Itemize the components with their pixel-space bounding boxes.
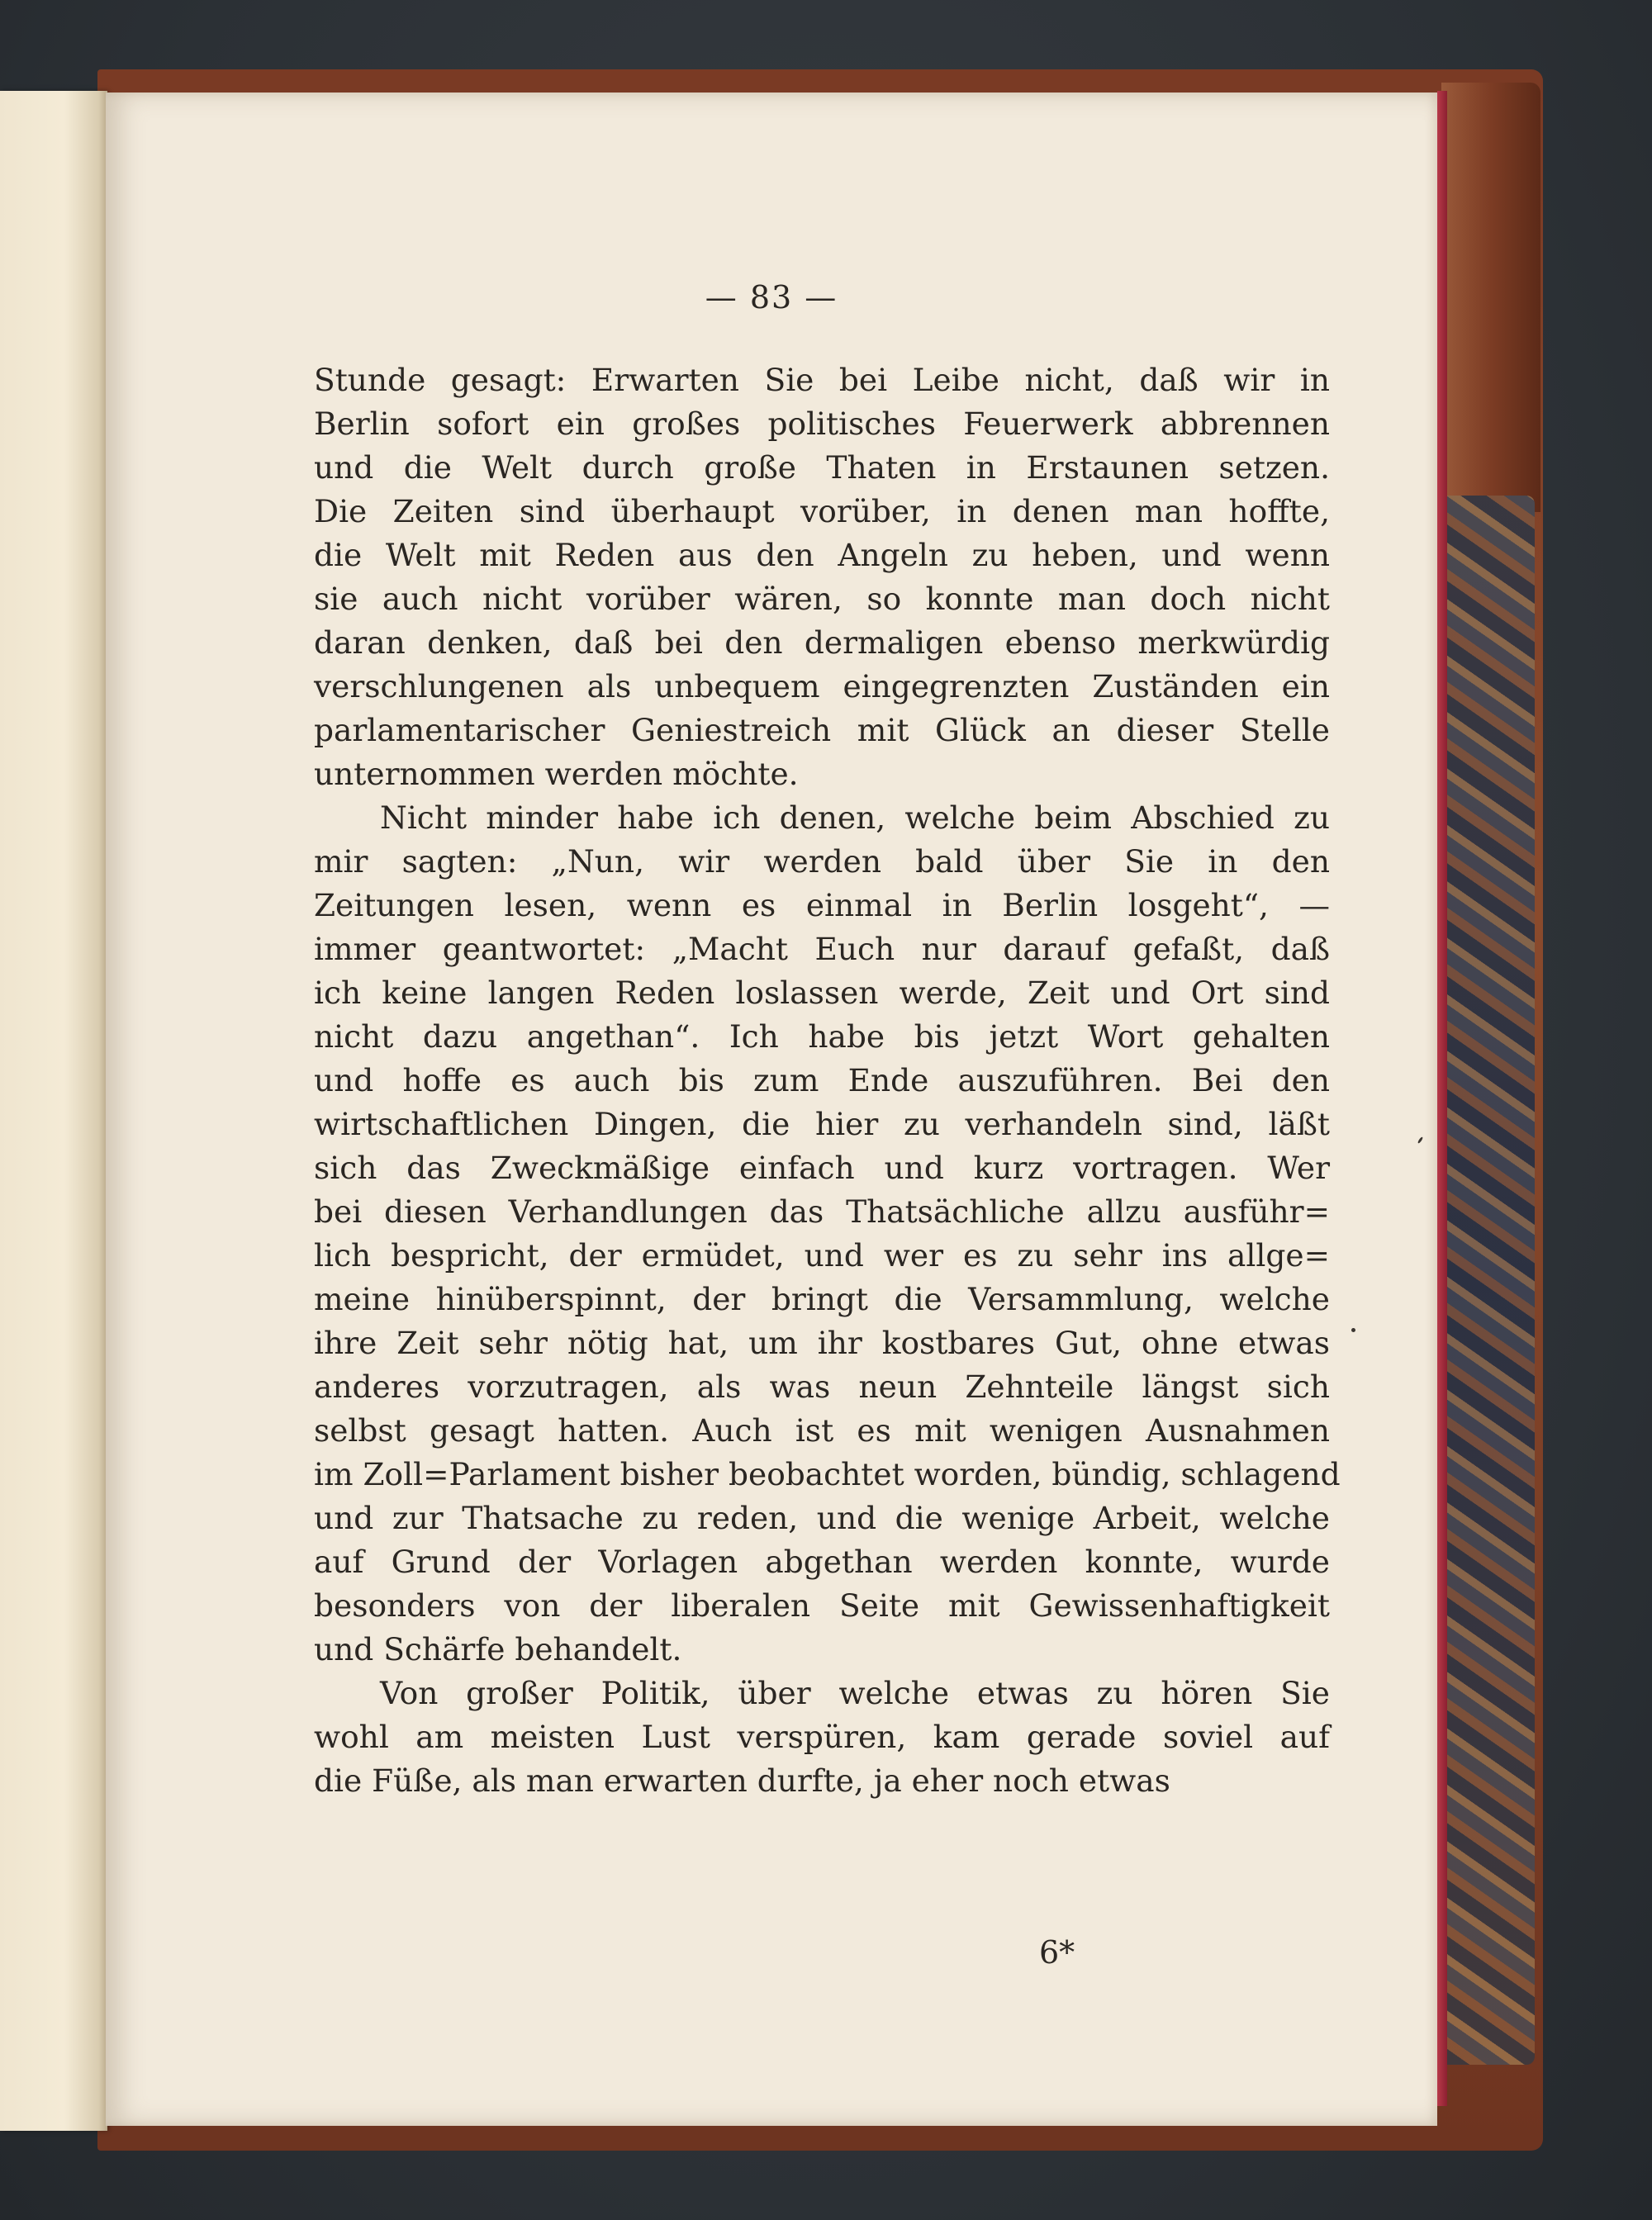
text-line: die Füße, als man erwarten durfte, ja eher noch etwas [314,1762,1170,1799]
text-line: meine hinüberspinnt, der bringt die Versammlung, welche [314,1281,1330,1317]
page-number: — 83 — [705,279,838,315]
paragraph [314,358,1330,796]
paragraph [314,796,1341,1672]
text-line: verschlungenen als unbequem eingegrenzten Zuständen ein [314,668,1330,704]
text-line: ihre Zeit sehr nötig hat, um ihr kostbares Gut, ohne etwas [314,1325,1330,1361]
text-line: besonders von der liberalen Seite mit Gewissenhaftigkeit [314,1587,1330,1624]
text-line: Von großer Politik, über welche etwas zu hören Sie [380,1675,1330,1711]
text-line: auf Grund der Vorlagen abgethan werden konnte, wurde [314,1544,1330,1580]
text-line: anderes vorzutragen, als was neun Zehnteile längst sich [314,1369,1330,1405]
book-page [106,92,1437,2126]
text-line: Zeitungen lesen, wenn es einmal in Berlin losgeht“, — [314,887,1330,923]
marbled-board [1444,496,1535,2065]
text-line: im Zoll=Parlament bisher beobachtet worden, bündig, schlagend [314,1456,1341,1492]
text-line: nicht dazu angethan“. Ich habe bis jetzt Wort gehalten [314,1018,1330,1055]
text-line: parlamentarischer Geniestreich mit Glück an dieser Stelle [314,712,1330,748]
body-text [314,358,1341,1803]
text-line: und Schärfe behandelt. [314,1631,682,1667]
text-line: bei diesen Verhandlungen das Thatsächliche allzu ausführ= [314,1193,1330,1230]
red-page-edge [1437,91,1447,2106]
text-line: unternommen werden möchte. [314,756,799,792]
text-line: lich bespricht, der ermüdet, und wer es zu sehr ins allge= [314,1237,1330,1274]
text-line: sie auch nicht vorüber wären, so konnte man doch nicht [314,581,1330,617]
text-line: mir sagten: „Nun, wir werden bald über Sie in den [314,843,1330,880]
text-line: wirtschaftlichen Dingen, die hier zu verhandeln sind, läßt [314,1106,1330,1142]
leather-corner [1441,83,1540,512]
signature-mark: 6* [1039,1934,1075,1971]
text-line: Stunde gesagt: Erwarten Sie bei Leibe nicht, daß wir in [314,362,1330,398]
ink-speck [1417,1136,1424,1144]
paragraph [314,1672,1330,1803]
text-line: und die Welt durch große Thaten in Erstaunen setzen. [314,449,1330,486]
text-line: und hoffe es auch bis zum Ende auszuführen. Bei den [314,1062,1330,1098]
text-line: Nicht minder habe ich denen, welche beim Abschied zu [380,799,1330,836]
text-line: wohl am meisten Lust verspüren, kam gerade soviel auf [314,1719,1330,1755]
text-line: ich keine langen Reden loslassen werde, Zeit und Ort sind [314,975,1330,1011]
text-line: daran denken, daß bei den dermaligen ebenso merkwürdig [314,624,1330,661]
ink-speck [1351,1328,1355,1332]
text-line: selbst gesagt hatten. Auch ist es mit wenigen Ausnahmen [314,1412,1330,1449]
text-line: sich das Zweckmäßige einfach und kurz vortragen. Wer [314,1150,1330,1186]
text-line: die Welt mit Reden aus den Angeln zu heben, und wenn [314,537,1330,573]
text-line: und zur Thatsache zu reden, und die wenige Arbeit, welche [314,1500,1330,1536]
text-line: Die Zeiten sind überhaupt vorüber, in denen man hoffte, [314,493,1330,529]
text-line: immer geantwortet: „Macht Euch nur darauf gefaßt, daß [314,931,1330,967]
facing-page-edge [0,91,107,2131]
text-line: Berlin sofort ein großes politisches Feuerwerk abbrennen [314,406,1330,442]
